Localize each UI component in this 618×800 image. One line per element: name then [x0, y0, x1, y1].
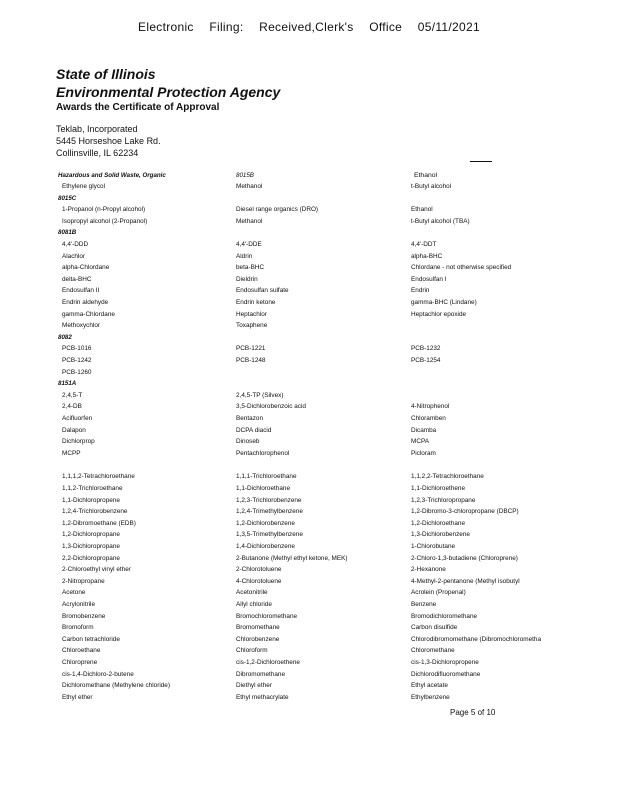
analyte-cell: Ethylene glycol [62, 183, 105, 190]
analyte-cell: Methoxychlor [62, 322, 101, 330]
table-row [0, 622, 618, 633]
table-row [0, 204, 618, 215]
lab-street: 5445 Horseshoe Lake Rd. [56, 136, 161, 146]
analyte-cell: 1,2-Dichloropropane [62, 531, 120, 539]
analyte-cell: gamma-Chlordane [62, 310, 115, 318]
analyte-cell: 4,4'-DDE [236, 241, 262, 248]
analyte-cell: 2-Chloro-1,3-butadiene (Chloroprene) [411, 554, 518, 562]
analyte-cell: Chlordane - not otherwise specified [411, 264, 512, 272]
analyte-cell: alpha-BHC [411, 252, 443, 260]
page-number: Page 5 of 10 [450, 708, 496, 717]
table-row [0, 274, 618, 285]
analyte-cell: Carbon disulfide [411, 624, 458, 632]
analyte-cell: Isopropyl alcohol (2-Propanol) [62, 217, 148, 225]
analyte-cell: Aldrin [236, 252, 253, 260]
table-row [0, 436, 618, 447]
matrix-label: Hazardous and Solid Waste, Organic [58, 172, 166, 179]
analyte-cell: Chloroprene [62, 659, 98, 666]
analyte-cell: 1,1,2,2-Tetrachloroethane [411, 473, 484, 481]
analyte-cell: Chloramben [411, 415, 446, 422]
table-row [0, 367, 618, 378]
analyte-cell: Chlorobenzene [236, 635, 280, 643]
method-header: 8082 [58, 333, 72, 341]
analyte-cell: alpha-Chlordane [62, 264, 110, 272]
analyte-cell: PCB-1232 [411, 345, 441, 353]
table-row [0, 425, 618, 436]
table-row [0, 541, 618, 552]
table-row [0, 634, 618, 645]
table-row [0, 320, 618, 331]
table-row [0, 262, 618, 273]
table-row [0, 413, 618, 424]
analyte-cell: Endrin aldehyde [62, 299, 109, 306]
analyte-cell: Diethyl ether [236, 682, 272, 690]
table-row [0, 401, 618, 412]
analyte-cell: Ethyl methacrylate [236, 693, 289, 701]
analyte-cell: Chloroethane [62, 647, 101, 655]
analyte-cell: Dichloromethane (Methylene chloride) [62, 682, 170, 690]
analyte-cell: Benzene [411, 601, 437, 608]
analyte-cell: t-Butyl alcohol (TBA) [411, 217, 470, 225]
analyte-cell: Ethyl acetate [411, 682, 448, 690]
analyte-cell: PCB-1254 [411, 357, 441, 364]
analyte-cell: Dieldrin [236, 275, 258, 283]
table-row [0, 680, 618, 691]
analyte-cell: Carbon tetrachloride [62, 635, 120, 643]
analyte-cell: cis-1,2-Dichloroethene [236, 659, 300, 666]
analyte-cell: Heptachlor epoxide [411, 310, 467, 318]
analyte-cell: PCB-1248 [236, 357, 266, 364]
table-row [0, 587, 618, 598]
table-row [0, 611, 618, 622]
analyte-cell: DCPA diacid [236, 426, 272, 434]
analyte-cell: Acetone [62, 589, 86, 597]
analyte-cell: PCB-1242 [62, 357, 92, 364]
matrix-method: 8015B [236, 172, 254, 179]
analyte-cell: Chlorodibromomethane (Dibromochlorometha [411, 635, 542, 643]
analyte-cell: 1-Propanol (n-Propyl alcohol) [62, 206, 146, 214]
analyte-cell: cis-1,3-Dichloropropene [411, 659, 479, 666]
analyte-cell: 2-Butanone (Methyl ethyl ketone, MEK) [236, 554, 348, 562]
analyte-cell: 2-Nitropropane [62, 577, 105, 585]
matrix-analyte: Ethanol [414, 172, 438, 179]
table-row [0, 239, 618, 250]
analyte-cell: 4-Nitrophenol [411, 403, 450, 411]
analyte-cell: Allyl chloride [236, 601, 272, 608]
analyte-cell: 1,3,5-Trimethylbenzene [236, 531, 303, 539]
analyte-cell: cis-1,4-Dichloro-2-butene [62, 670, 134, 678]
analyte-cell: 2,2-Dichloropropane [62, 554, 120, 562]
table-row [0, 529, 618, 540]
analyte-cell: Dinoseb [236, 438, 260, 446]
analyte-cell: Picloram [411, 449, 436, 457]
analyte-cell: Pentachlorophenol [236, 449, 290, 457]
analyte-cell: Dichlorodifluoromethane [411, 670, 481, 678]
analyte-cell: beta-BHC [236, 264, 265, 272]
analyte-cell: Acetonitrile [236, 589, 268, 597]
method-header: 8081B [58, 229, 77, 237]
analyte-cell: Acrylonitrile [62, 601, 96, 608]
table-row [0, 495, 618, 506]
analyte-cell: Dicamba [411, 426, 437, 434]
analyte-cell: Diesel range organics (DRO) [236, 206, 319, 214]
analyte-cell: 1,2,3-Trichlorobenzene [236, 496, 302, 504]
analyte-cell: Bromoform [62, 624, 94, 632]
analyte-cell: t-Butyl alcohol [411, 183, 452, 190]
analyte-cell: MCPA [411, 438, 429, 446]
analyte-cell: 4,4'-DDD [62, 241, 89, 248]
method-header: 8151A [58, 380, 77, 388]
analyte-cell: 1,2-Dichlorobenzene [236, 519, 295, 527]
agency-title: Environmental Protection Agency [56, 84, 281, 100]
analyte-cell: Bromochloromethane [236, 612, 298, 620]
analyte-cell: PCB-1260 [62, 368, 92, 376]
method-header: 8015C [58, 194, 77, 202]
table-row [0, 297, 618, 308]
table-row [0, 181, 618, 192]
analyte-cell: 2-Hexanone [411, 566, 446, 574]
analyte-cell: Toxaphene [236, 322, 268, 330]
analyte-cell: 2-Chloroethyl vinyl ether [62, 566, 131, 574]
analyte-cell: Ethylbenzene [411, 693, 450, 701]
analyte-cell: 1,2-Dibromo-3-chloropropane (DBCP) [411, 508, 519, 516]
analyte-cell: 2,4,5-TP (Silvex) [236, 391, 284, 399]
analyte-cell: 2,4,5-T [62, 391, 83, 399]
table-row [0, 309, 618, 320]
state-title: State of Illinois [56, 66, 156, 82]
lab-city: Collinsville, IL 62234 [56, 148, 139, 158]
table-row [0, 645, 618, 656]
analyte-cell: 1,4-Dichlorobenzene [236, 543, 295, 550]
analyte-cell: Bromomethane [236, 624, 280, 632]
analyte-cell: Ethanol [411, 206, 433, 214]
analyte-cell: Chloromethane [411, 647, 455, 655]
analyte-cell: 3,5-Dichlorobenzoic acid [236, 403, 306, 411]
analyte-cell: Alachlor [62, 252, 86, 260]
analyte-cell: 1,2-Dichloroethane [411, 519, 465, 527]
analyte-cell: 1,1,1-Trichloroethane [236, 473, 297, 481]
table-row [0, 564, 618, 575]
table-row [0, 553, 618, 564]
analyte-cell: 1,1-Dichloroethene [411, 485, 465, 492]
analyte-cell: 4,4'-DDT [411, 241, 437, 248]
analyte-cell: Dibromomethane [236, 670, 286, 678]
analyte-cell: delta-BHC [62, 275, 92, 283]
analyte-cell: 4-Chlorotoluene [236, 577, 282, 585]
table-row [0, 576, 618, 587]
analyte-cell: 1,1-Dichloropropene [62, 496, 120, 504]
analyte-cell: 1,1,2-Trichloroethane [62, 485, 123, 492]
analyte-cell: gamma-BHC (Lindane) [411, 299, 477, 306]
analyte-cell: 1,3-Dichloropropane [62, 543, 120, 550]
divider-line [470, 161, 492, 162]
analyte-cell: 2-Chlorotoluene [236, 566, 282, 574]
analyte-cell: Endosulfan I [411, 275, 447, 283]
analyte-cell: Bromobenzene [62, 612, 106, 620]
analyte-cell: Endrin ketone [236, 299, 276, 306]
analyte-cell: Dalapon [62, 426, 86, 434]
analyte-cell: Acifluorfen [62, 415, 93, 422]
analyte-cell: 1-Chlorobutane [411, 543, 456, 550]
analyte-cell: Methanol [236, 183, 263, 190]
table-row [0, 448, 618, 459]
analyte-cell: 1,2,4-Trimethylbenzene [236, 508, 303, 516]
analyte-cell: Acrolein (Propenal) [411, 589, 466, 597]
table-row [0, 251, 618, 262]
lab-name: Teklab, Incorporated [56, 124, 138, 134]
table-row [0, 285, 618, 296]
analyte-cell: 1,2-Dibromoethane (EDB) [62, 519, 136, 527]
analyte-cell: Endrin [411, 287, 430, 295]
analyte-cell: Endosulfan sulfate [236, 287, 289, 295]
table-row [0, 599, 618, 610]
table-row [0, 518, 618, 529]
analyte-cell: 1,1,1,2-Tetrachloroethane [62, 473, 135, 481]
analyte-cell: 4-Methyl-2-pentanone (Methyl isobutyl [411, 577, 520, 585]
analyte-cell: Methanol [236, 217, 263, 225]
table-row [0, 669, 618, 680]
analyte-cell: 1,1-Dichloroethane [236, 485, 290, 492]
analyte-cell: PCB-1016 [62, 345, 92, 353]
analyte-cell: Bentazon [236, 415, 264, 422]
table-row [0, 657, 618, 668]
table-row [0, 506, 618, 517]
filing-stamp: Electronic Filing: Received,Clerk's Office 05/11/2021 [138, 20, 480, 34]
analyte-cell: 2,4-DB [62, 403, 82, 411]
analyte-cell: Chloroform [236, 647, 268, 655]
table-row [0, 343, 618, 354]
analyte-cell: PCB-1221 [236, 345, 266, 353]
table-row [0, 216, 618, 227]
analyte-cell: 1,2,4-Trichlorobenzene [62, 508, 128, 516]
table-row [0, 355, 618, 366]
table-row [0, 692, 618, 703]
analyte-cell: Ethyl ether [62, 693, 93, 701]
analyte-cell: MCPP [62, 449, 81, 457]
matrix-header-row [0, 170, 618, 181]
analyte-cell: 1,3-Dichlorobenzene [411, 531, 470, 539]
table-row [0, 390, 618, 401]
table-row [0, 483, 618, 494]
analyte-cell: Endosulfan II [62, 287, 100, 295]
analyte-cell: Dichlorprop [62, 438, 95, 446]
analyte-cell: Heptachlor [236, 310, 267, 318]
analyte-cell: 1,2,3-Trichloropropane [411, 496, 476, 504]
certificate-title: Awards the Certificate of Approval [56, 102, 220, 113]
analyte-cell: Bromodichloromethane [411, 612, 478, 620]
table-row [0, 471, 618, 482]
